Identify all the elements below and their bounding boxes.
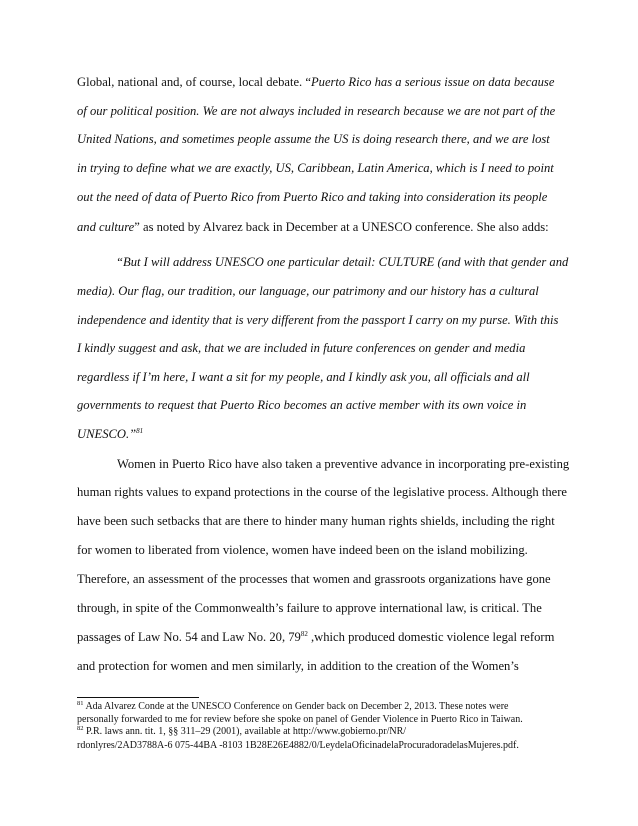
body-line-4 — [77, 160, 618, 176]
footnote-ref[interactable]: 81 — [136, 427, 144, 435]
quote-line-3: independence and identity that is very different from the passport I carry on my purse. With this — [77, 313, 559, 327]
body-line-3 — [77, 131, 618, 147]
footnote-82-line-2[interactable]: rdonlyres/2AD3788A-6 075-44BA -8103 1B28E26E4882/0/LeydelaOficinadelaProcuradoradelasMujeres.pdf. — [77, 740, 519, 751]
quote-text: out the need of data of Puerto Rico from Puerto Rico and taking into consideration its people — [77, 190, 548, 204]
quote-text: in trying to define what we are exactly, US, Caribbean, Latin America, which is I need to point — [77, 161, 554, 175]
quote-line-7: UNESCO.”$^{81}$ — [77, 427, 144, 441]
footnote-81-line-1: $^{81}$ Ada Alvarez Conde at the UNESCO Conference on Gender back on December 2, 2013. These notes were — [77, 700, 509, 712]
quote-line-5: regardless if I’m here, I want a sit for my people, and I kindly ask you, all officials and all — [77, 370, 530, 384]
quote-text: and culture — [77, 220, 135, 234]
text-segment: ” as noted by Alvarez back in December at a UNESCO conference. She also adds: — [134, 220, 549, 234]
quote-line-1: “But I will address UNESCO one particular detail: CULTURE (and with that gender and — [116, 255, 569, 269]
body-line-5 — [77, 189, 618, 205]
paragraph-line-2: human rights values to expand protections in the course of the legislative process. Although there — [77, 485, 567, 499]
paragraph-line-5: Therefore, an assessment of the processes that women and grassroots organizations have gone — [77, 572, 551, 586]
footnote-ref[interactable]: 82 — [300, 630, 308, 638]
footnote-marker: 81 — [77, 700, 84, 707]
quote-text: of our political position. We are not always included in research because we are not part of the — [77, 104, 556, 118]
body-line-2 — [77, 103, 618, 119]
footnote-82-line-1: $^{82}$ P.R. laws ann. tit. 1, §§ 311–29 (2001), available at http://www.gobierno.pr/NR/ — [77, 725, 407, 737]
text-segment: Global, national and, of course, local debate. “ — [77, 75, 311, 89]
paragraph-line-4: for women to liberated from violence, women have indeed been on the island mobilizing. — [77, 543, 528, 557]
paragraph-line-8: and protection for women and men similarly, in addition to the creation of the Women’s — [77, 659, 519, 673]
quote-line-6: governments to request that Puerto Rico becomes an active member with its own voice in — [77, 398, 527, 412]
paragraph-line-6: through, in spite of the Commonwealth’s failure to approve international law, is critical. The — [77, 601, 542, 615]
footnote-81-line-2: personally forwarded to me for review before she spoke on panel of Gender Violence in Puerto Rico in Taiwan. — [77, 714, 523, 725]
body-line-6 — [77, 219, 618, 235]
body-line-1 — [77, 74, 618, 90]
quote-text: Puerto Rico has a serious issue on data because — [310, 75, 555, 89]
quote-text: United Nations, and sometimes people assume the US is doing research there, and we are lost — [77, 132, 550, 146]
footnote-marker: 82 — [77, 725, 84, 732]
paragraph-line-7: passages of Law No. 54 and Law No. 20, $79^{82}$ ,which produced domestic violence legal reform — [77, 630, 555, 644]
paragraph-line-3: have been such setbacks that are there to hinder many human rights shields, including the right — [77, 514, 555, 528]
quote-line-4: I kindly suggest and ask, that we are included in future conferences on gender and media — [77, 341, 526, 355]
paragraph-line-1: Women in Puerto Rico have also taken a preventive advance in incorporating pre-existing — [117, 457, 570, 471]
quote-line-2: media). Our flag, our tradition, our language, our patrimony and our history has a cultural — [77, 284, 539, 298]
footnote-separator — [77, 697, 199, 698]
